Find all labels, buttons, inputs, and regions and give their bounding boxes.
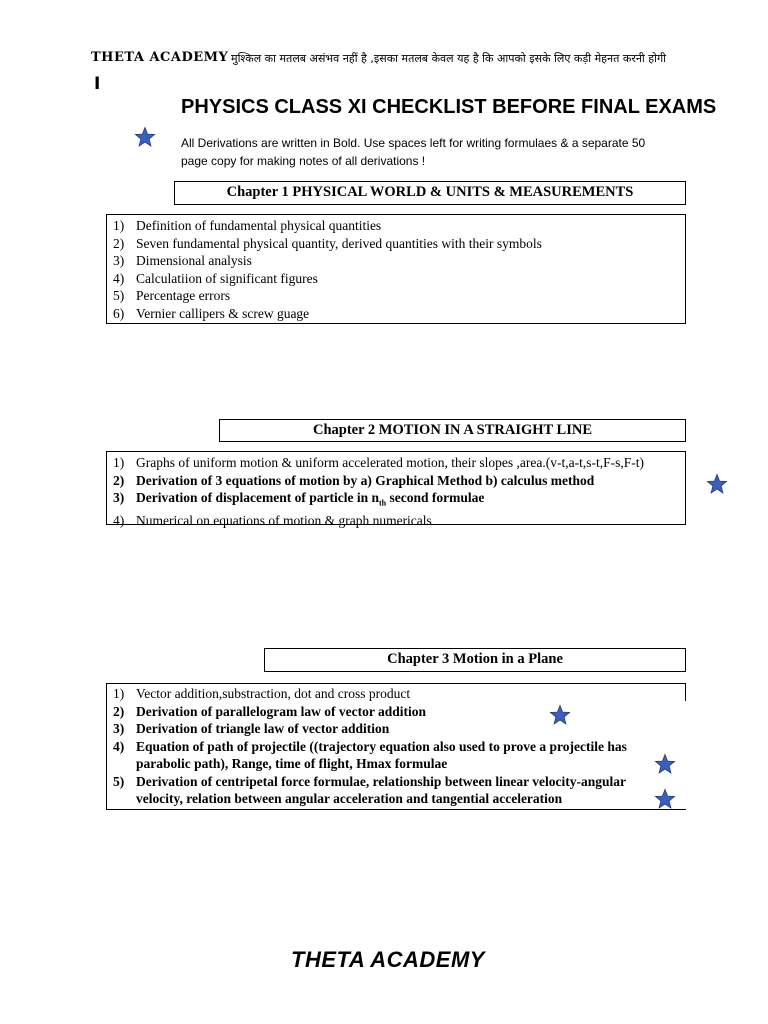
chapter-1-heading: Chapter 1 PHYSICAL WORLD & UNITS & MEASUREMENTS <box>174 181 686 205</box>
list-item: 2) Derivation of parallelogram law of vector addition <box>113 703 426 719</box>
list-item: 3) Derivation of triangle law of vector addition <box>113 721 390 736</box>
intro-note: All Derivations are written in Bold. Use spaces left for writing formulaes & a separate 50 page copy for making notes of all derivations ! <box>181 136 646 168</box>
brand-header: THETA ACADEMY <box>91 50 229 65</box>
list-item: 1) Definition of fundamental physical quantities <box>113 218 382 233</box>
star-icon <box>134 126 156 148</box>
chapter-3-checklist <box>106 683 686 810</box>
box-border-stub <box>685 683 686 701</box>
list-item: 3) Derivation of displacement of particle in $n_{th}$ second formulae <box>113 490 485 508</box>
list-item: 4) Calculatiion of significant figures <box>113 270 318 286</box>
list-item: 1) Vector addition,substraction, dot and cross product <box>113 686 411 701</box>
list-item: 5) Percentage errors <box>113 288 231 303</box>
hindi-tagline: मुश्किल का मतलब असंभव नहीं है ,इसका मतलब केवल यह है कि आपको इसके लिए कड़ी मेहनत करनी होगी <box>231 52 666 65</box>
chapter-2-checklist <box>106 451 686 529</box>
text-cursor-mark: I <box>94 74 101 94</box>
list-item: 5) Derivation of centripetal force formulae, relationship between linear velocity-angular velocity, relation between angular acceleration and tangential acceleration <box>113 773 626 806</box>
page-title: PHYSICS CLASS XI CHECKLIST BEFORE FINAL EXAMS <box>181 96 717 118</box>
list-item: 1) Graphs of uniform motion & uniform accelerated motion, their slopes ,area.(v-t,a-t,s-t,F-s,F-t) <box>113 455 644 470</box>
list-item: 6) Vernier callipers & screw guage <box>113 305 310 321</box>
list-item: 4) Numerical on equations of motion & graph numericals <box>113 513 432 529</box>
chapter-2-heading: Chapter 2 MOTION IN A STRAIGHT LINE <box>219 419 686 442</box>
chapter-1-checklist <box>106 214 686 324</box>
list-item: 3) Dimensional analysis <box>113 253 252 268</box>
chapter-3-heading: Chapter 3 Motion in a Plane <box>264 648 686 672</box>
brand-footer: THETA ACADEMY <box>291 947 485 972</box>
list-item: 4) Equation of path of projectile ((trajectory equation also used to prove a projectile has parabolic path), Range, time of flight, Hmax formulae <box>113 738 627 771</box>
list-item: 2) Seven fundamental physical quantity, derived quantities with their symbols <box>113 235 542 251</box>
list-item: 2) Derivation of 3 equations of motion by a) Graphical Method b) calculus method <box>113 472 595 488</box>
star-icon <box>706 473 728 495</box>
